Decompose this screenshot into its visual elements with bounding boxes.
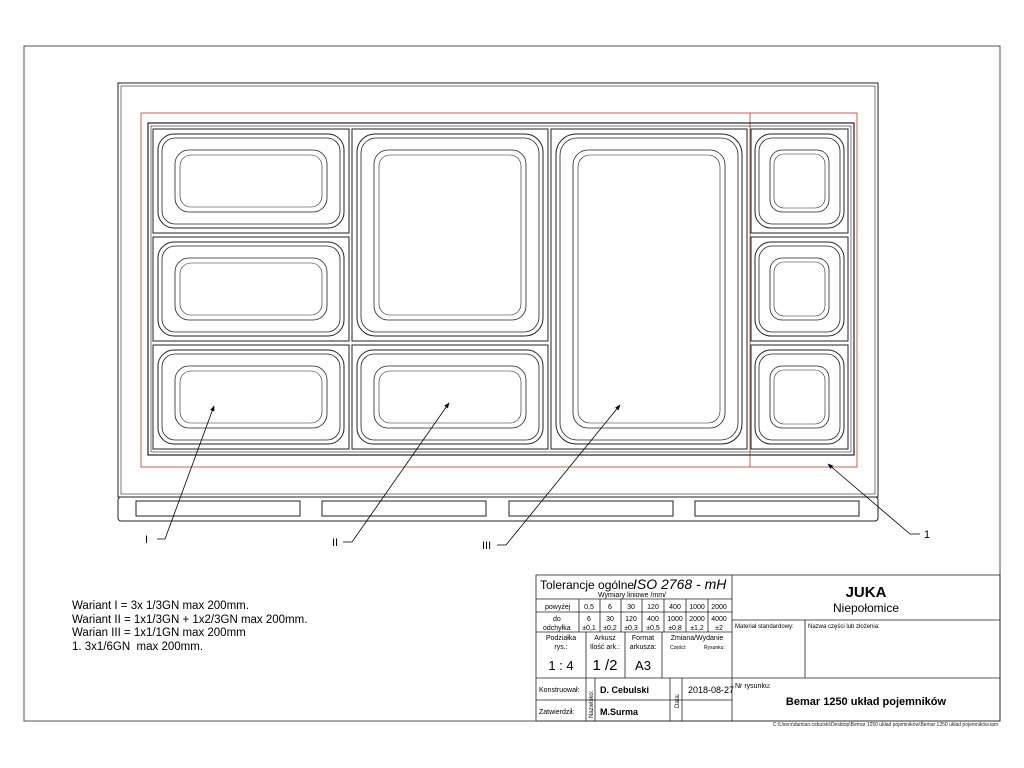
pan-gn-1-3-middle bbox=[153, 237, 349, 341]
tol-from-0: 0,5 bbox=[584, 604, 594, 611]
designer-name: D. Cebulski bbox=[600, 685, 650, 695]
pan-gn-1-6-top bbox=[751, 129, 848, 233]
format-label-a: Format bbox=[631, 635, 655, 642]
company-city: Niepołomice bbox=[832, 601, 900, 615]
tol-dev-1: ±0,2 bbox=[603, 625, 617, 632]
leader-line-III bbox=[497, 405, 620, 545]
date-value: 2018-08-27 bbox=[688, 685, 735, 695]
pan-gn-1-3-bottom bbox=[153, 345, 349, 449]
leader-line-I bbox=[157, 406, 214, 539]
tol-from-1: 6 bbox=[608, 604, 612, 611]
note-line: 1. 3x1/6GN max 200mm. bbox=[72, 640, 204, 653]
scale-label-b: rys.: bbox=[554, 644, 568, 651]
tol-row-from-label: powyżej bbox=[545, 604, 571, 611]
tol-dev-3: ±0,5 bbox=[646, 625, 660, 632]
tol-row-to-label: do bbox=[553, 616, 561, 623]
tol-to-3: 400 bbox=[647, 616, 659, 623]
tol-from-5: 1000 bbox=[689, 604, 705, 611]
sheet-value: 1 /2 bbox=[592, 657, 618, 674]
tol-dev-4: ±0,8 bbox=[668, 625, 682, 632]
format-value: A3 bbox=[635, 658, 651, 673]
tol-to-6: 4000 bbox=[711, 616, 727, 623]
bemar-body bbox=[118, 83, 878, 497]
scale-label-a: Podziałka bbox=[545, 635, 577, 642]
note-line: Wariant I = 3x 1/3GN max 200mm. bbox=[72, 600, 249, 612]
tol-to-2: 120 bbox=[625, 616, 637, 623]
leader-line-1 bbox=[828, 464, 920, 534]
sheet-label-b: Ilość ark.: bbox=[590, 644, 620, 651]
pan-gn-1-6-middle bbox=[751, 237, 848, 341]
tol-dev-5: ±1,2 bbox=[690, 625, 704, 632]
file-path: C:\Users\damian.cebulski\Desktop\Bemar 1250 układ pojemników\Bemar 1250 układ pojemników.iam bbox=[772, 722, 998, 728]
tol-to-5: 2000 bbox=[689, 616, 705, 623]
format-label-b: arkusza: bbox=[629, 644, 657, 651]
designer-label: Konstruował: bbox=[539, 687, 580, 694]
tolerance-standard: ISO 2768 - mH bbox=[633, 576, 727, 592]
tol-dev-6: ±2 bbox=[715, 625, 723, 632]
note-line: Wariant II = 1x1/3GN + 1x2/3GN max 200mm. bbox=[72, 613, 308, 626]
linear-dims-label: Wymiary liniowe /mm/ bbox=[598, 592, 666, 599]
tol-to-0: 6 bbox=[587, 616, 591, 623]
pan-gn-1-6-bottom bbox=[751, 345, 848, 449]
tol-from-3: 120 bbox=[647, 604, 659, 611]
callout-II: II bbox=[332, 537, 339, 549]
note-line: Warian III = 1x1/1GN max 200mm bbox=[72, 627, 246, 639]
callout-III: III bbox=[482, 540, 492, 552]
drawing-title: Bemar 1250 układ pojemników bbox=[785, 696, 947, 708]
callout-I: I bbox=[145, 534, 149, 546]
approver-label: Zatwierdził: bbox=[539, 709, 575, 716]
tol-from-6: 2000 bbox=[711, 604, 727, 611]
callout-1: 1 bbox=[924, 529, 931, 541]
pan-gn-2-3 bbox=[352, 129, 548, 341]
part-name-label: Nazwa części lub złożenia: bbox=[808, 624, 880, 630]
tol-from-2: 30 bbox=[627, 604, 635, 611]
tol-row-dev-label: odchyłka bbox=[543, 625, 571, 632]
variant-notes bbox=[72, 600, 307, 654]
company-name: JUKA bbox=[845, 584, 887, 601]
tol-to-4: 1000 bbox=[667, 616, 683, 623]
date-label: Data: bbox=[675, 693, 681, 708]
drawing-no-label: Nr rysunku: bbox=[735, 683, 771, 690]
names-label: Nazwisko: bbox=[589, 690, 595, 718]
pan-gn-1-3-top bbox=[153, 129, 349, 233]
drawing-label: Rysunku: bbox=[704, 645, 725, 651]
pan-gn-1-1 bbox=[551, 129, 747, 449]
sheet-label-a: Arkusz bbox=[594, 635, 616, 642]
scale-value: 1 : 4 bbox=[548, 658, 574, 673]
change-label: Zmiana/Wydanie bbox=[670, 635, 724, 642]
front-panel bbox=[118, 497, 878, 521]
material-label: Materiał standardowy: bbox=[735, 624, 794, 630]
tol-from-4: 400 bbox=[669, 604, 681, 611]
tol-to-1: 30 bbox=[606, 616, 614, 623]
tolerance-title: Tolerancje ogólne bbox=[540, 578, 635, 592]
tol-dev-0: ±0,1 bbox=[582, 625, 596, 632]
pan-gn-1-3-variant-2 bbox=[352, 345, 548, 449]
tol-dev-2: ±0,3 bbox=[624, 625, 638, 632]
approver-name: M.Surma bbox=[600, 707, 639, 717]
part-label: Części: bbox=[670, 645, 687, 651]
